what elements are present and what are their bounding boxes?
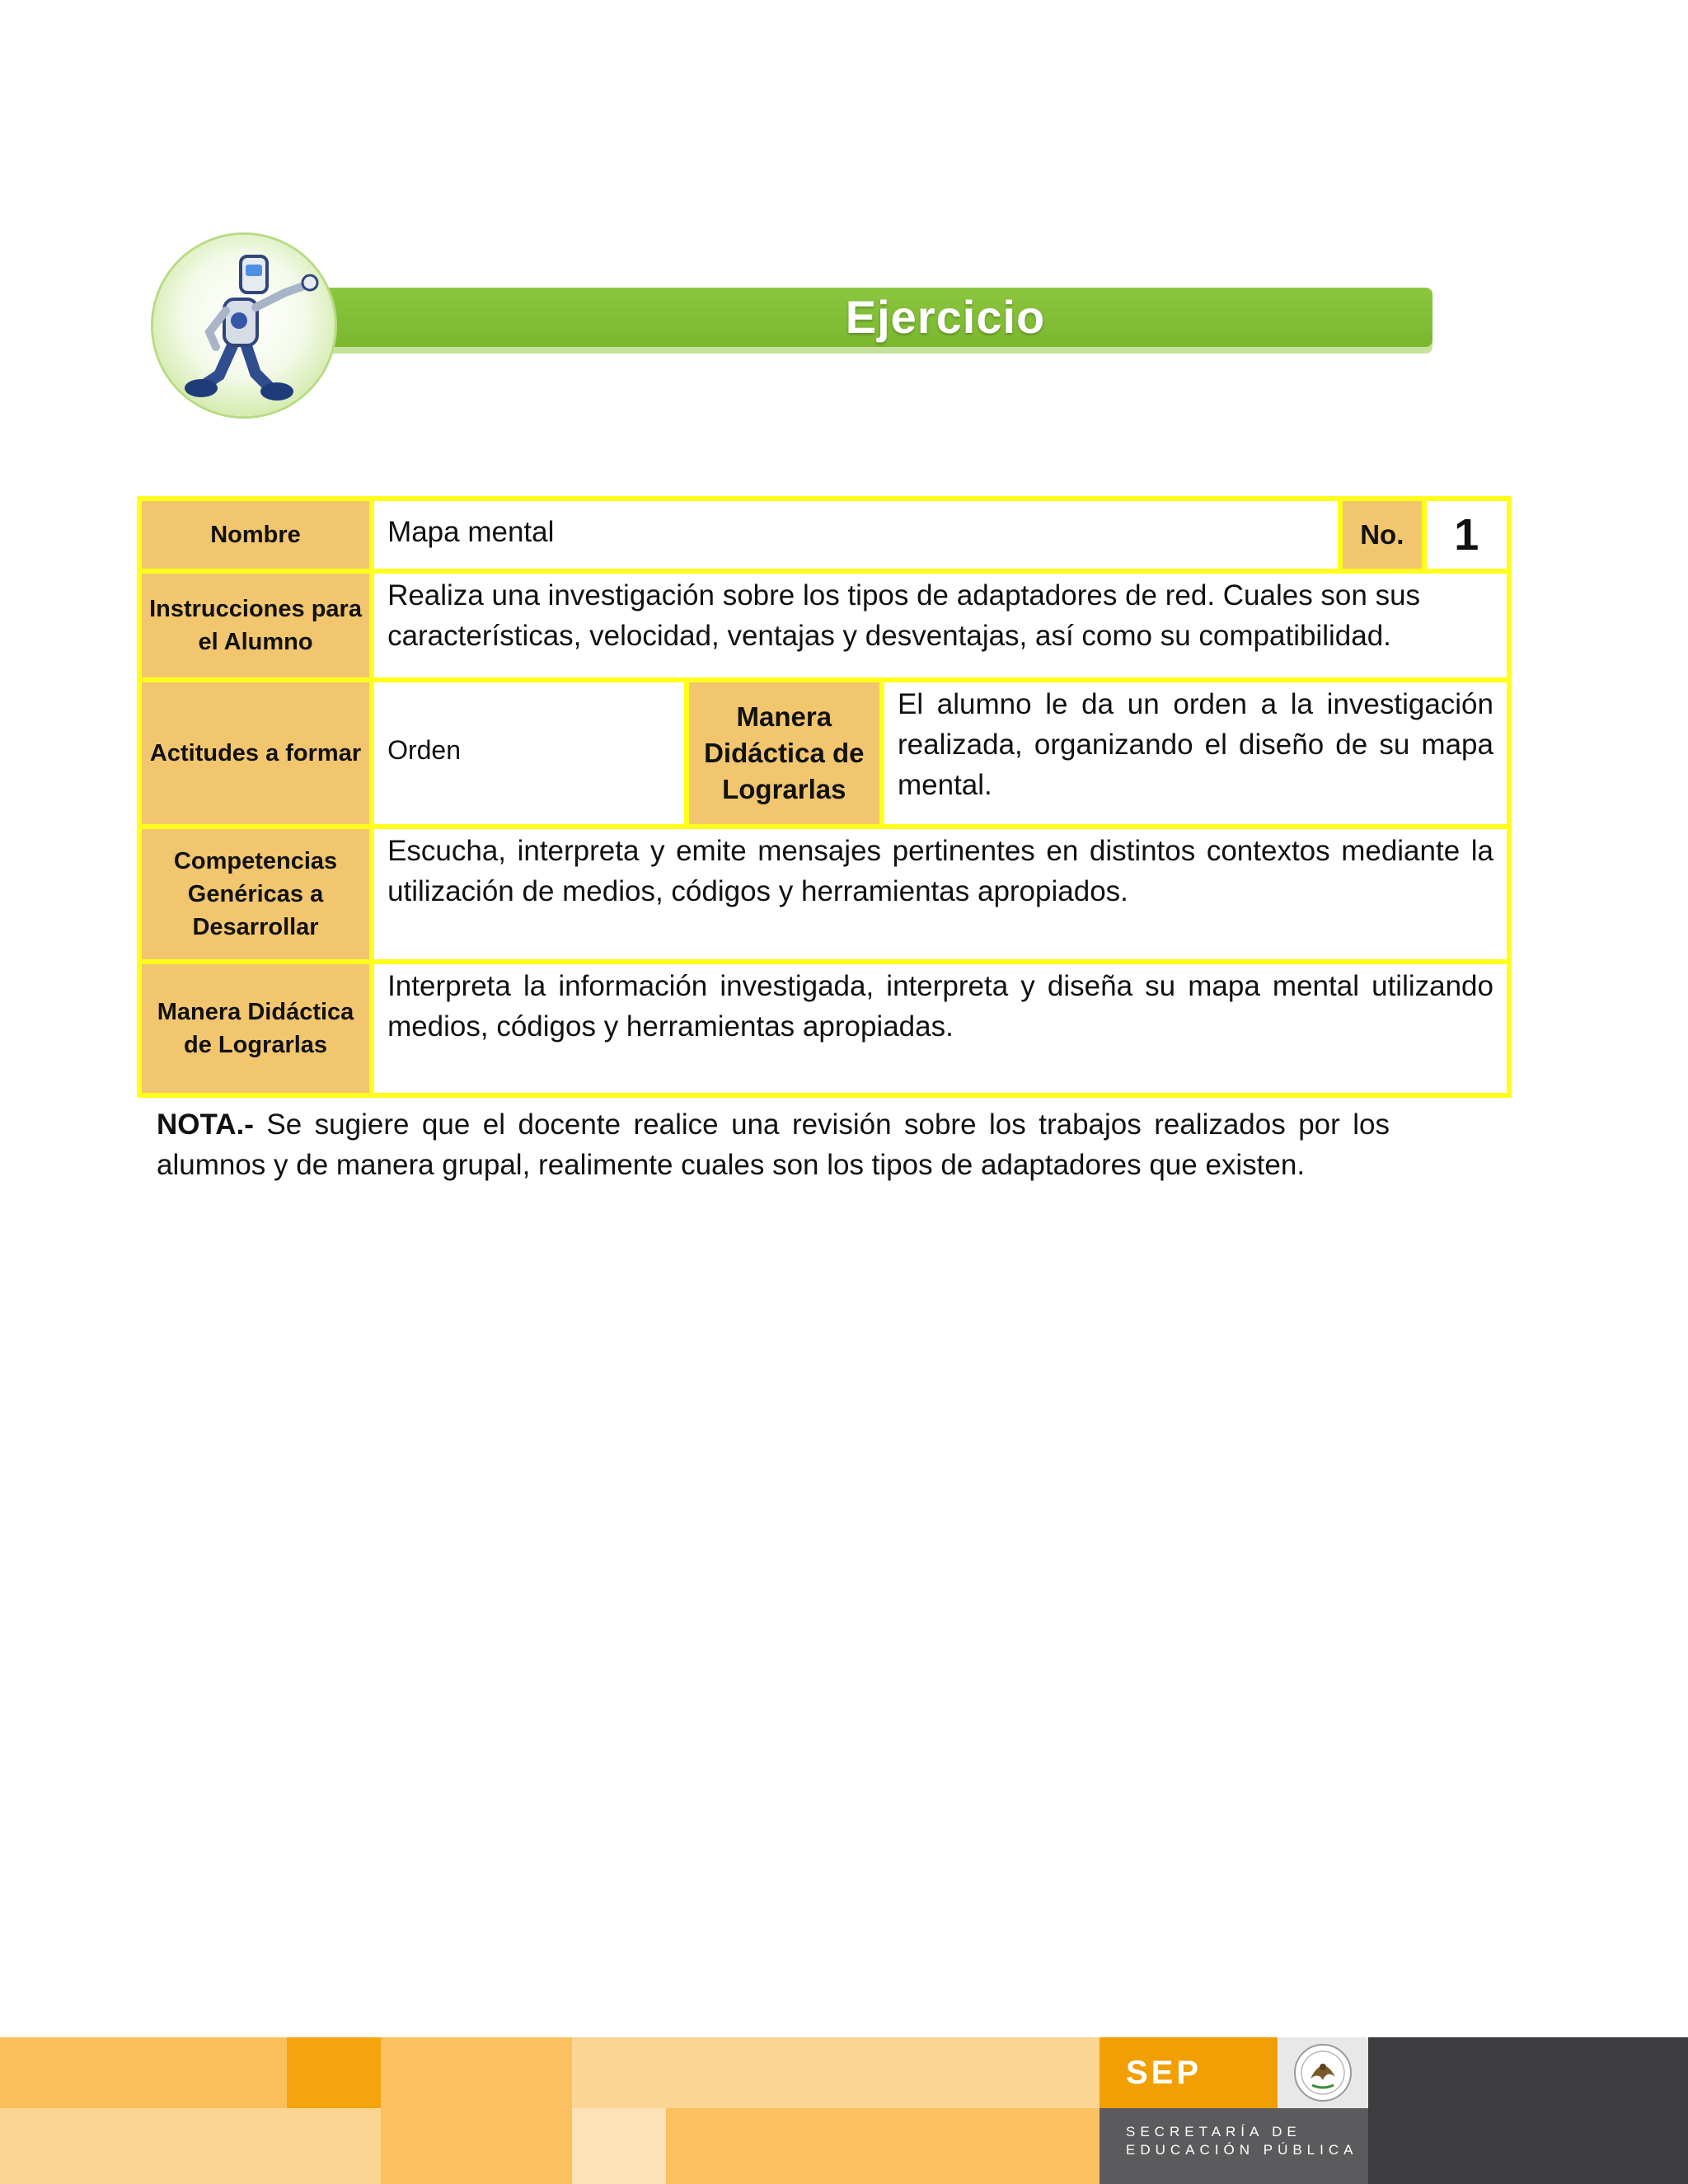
instrucciones-label: Instrucciones para el Alumno [142, 574, 369, 677]
exercise-header [153, 235, 1447, 416]
nombre-value: Mapa mental [374, 501, 1338, 569]
manera-didactica-label: Manera Didáctica de Lograrlas [142, 964, 369, 1093]
footer-block [572, 2037, 1100, 2108]
teacher-note [157, 1104, 1390, 1185]
footer-block [666, 2108, 1100, 2184]
competencias-value: Escucha, interpreta y emite mensajes pertinentes en distintos contextos mediante la utilización de medios, códigos y herramientas apropiados. [374, 829, 1507, 959]
footer-bar [0, 2037, 1688, 2184]
footer-block [0, 2108, 381, 2184]
manera-didactica-label-inline: Manera Didáctica de Lograrlas [689, 682, 879, 824]
footer-block [381, 2037, 572, 2108]
footer-block [287, 2037, 381, 2108]
page-title: Ejercicio [845, 291, 1046, 343]
sep-logo: SEP [1100, 2037, 1278, 2108]
sep-name-line1: SECRETARÍA DE [1126, 2124, 1301, 2139]
footer-block [572, 2108, 666, 2184]
nombre-label: Nombre [142, 501, 369, 569]
competencias-label: Competencias Genéricas a Desarrollar [142, 829, 369, 959]
footer-block [381, 2108, 572, 2184]
instrucciones-value: Realiza una investigación sobre los tipos de adaptadores de red. Cuales son sus características, velocidad, ventajas y desventajas, así como su compatibilidad. [374, 574, 1507, 677]
sep-name [1100, 2108, 1368, 2184]
title-banner [318, 288, 1432, 347]
footer-dark-block [1368, 2037, 1688, 2184]
manera-didactica-value: Interpreta la información investigada, interpreta y diseña su mapa mental utilizando medios, códigos y herramientas apropiadas. [374, 964, 1507, 1093]
exercise-number: 1 [1427, 501, 1507, 569]
exercise-table [137, 496, 1512, 1098]
mexican-coat-of-arms-icon [1278, 2037, 1368, 2108]
number-label: No. [1343, 501, 1421, 569]
robot-mascot-icon [153, 235, 335, 416]
actitudes-label: Actitudes a formar [142, 682, 369, 824]
actitudes-value: Orden [374, 682, 684, 824]
seal-box [1278, 2037, 1368, 2108]
sep-name-line2: EDUCACIÓN PÚBLICA [1126, 2142, 1358, 2158]
note-label: NOTA.- [157, 1108, 254, 1141]
mascot-badge [153, 235, 335, 416]
manera-didactica-value-inline: El alumno le da un orden a la investigación realizada, organizando el diseño de su mapa mental. [884, 682, 1507, 824]
footer-block [0, 2037, 287, 2108]
note-text: Se sugiere que el docente realice una revisión sobre los trabajos realizados por los alumnos y de manera grupal, realimente cuales son los tipos de adaptadores que existen. [157, 1108, 1390, 1181]
